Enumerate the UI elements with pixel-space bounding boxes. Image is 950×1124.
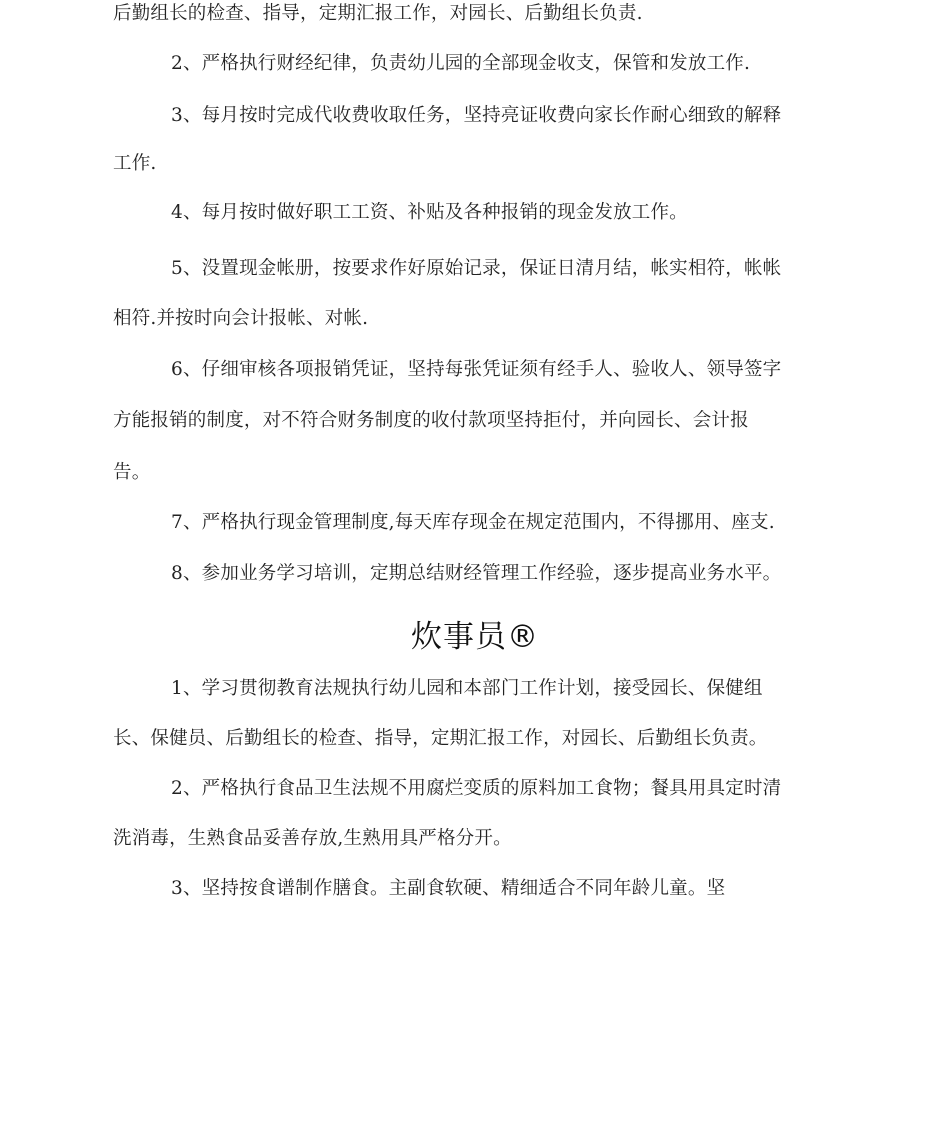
paragraph-line: 3、每月按时完成代收费收取任务，坚持亮证收费向家长作耐心细致的解释 bbox=[171, 105, 782, 126]
paragraph-line: 3、坚持按食谱制作膳食。主副食软硬、精细适合不同年龄儿童。坚 bbox=[171, 878, 726, 899]
paragraph-line: 1、学习贯彻教育法规执行幼儿园和本部门工作计划，接受园长、保健组 bbox=[171, 678, 763, 699]
paragraph-line: 4、每月按时做好职工工资、补贴及各种报销的现金发放工作。 bbox=[171, 202, 688, 223]
paragraph-line: 6、仔细审核各项报销凭证，坚持每张凭证须有经手人、验收人、领导签字 bbox=[171, 359, 782, 380]
paragraph-line: 告。 bbox=[113, 462, 151, 483]
paragraph-line: 2、严格执行食品卫生法规不用腐烂变质的原料加工食物；餐具用具定时清 bbox=[171, 778, 782, 799]
paragraph-line: 工作. bbox=[113, 153, 157, 174]
paragraph-line: 方能报销的制度，对不符合财务制度的收付款项坚持拒付，并向园长、会计报 bbox=[113, 410, 749, 431]
paragraph-line: 长、保健员、后勤组长的检查、指导，定期汇报工作，对园长、后勤组长负责。 bbox=[113, 728, 768, 749]
paragraph-line: 相符.并按时向会计报帐、对帐. bbox=[113, 308, 369, 329]
paragraph-line: 5、没置现金帐册，按要求作好原始记录，保证日清月结，帐实相符，帐帐 bbox=[171, 258, 782, 279]
paragraph-line: 7、严格执行现金管理制度,每天库存现金在规定范围内，不得挪用、座支. bbox=[171, 512, 775, 533]
paragraph-line: 2、严格执行财经纪律，负责幼儿园的全部现金收支，保管和发放工作. bbox=[171, 53, 751, 74]
section-title: 炊事员® bbox=[411, 619, 539, 655]
paragraph-line: 洗消毒，生熟食品妥善存放,生熟用具严格分开。 bbox=[113, 828, 512, 849]
paragraph-line: 8、参加业务学习培训，定期总结财经管理工作经验，逐步提高业务水平。 bbox=[171, 563, 782, 584]
paragraph-line: 后勤组长的检查、指导，定期汇报工作，对园长、后勤组长负责. bbox=[113, 3, 643, 24]
